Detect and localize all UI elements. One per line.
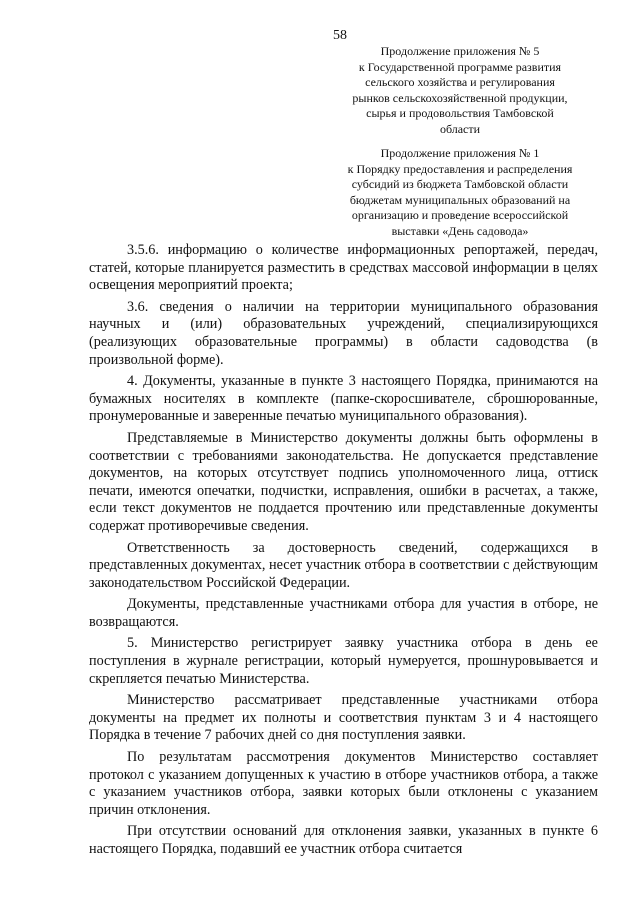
annex-line: области [439,121,481,136]
paragraph: 3.6. сведения о наличии на территории муниципального образования научных и (или) образовательных учреждений, специализирующихся (реализующих образовательные программы) в области садоводства (в произвольной форме). [89,298,598,368]
paragraph: 4. Документы, указанные в пункте 3 настоящего Порядка, принимаются на бумажных носителях в комплекте (папке-скоросшивателе, сброшюрованные, пронумерованные и заверенные печатью муниципального образования). [89,373,598,425]
page-number: 58 [333,28,347,43]
document-body [89,242,598,863]
annex-line: бюджетам муниципальных образований на [349,192,571,207]
paragraph: Документы, представленные участниками отбора для участия в отборе, не возвращаются. [89,596,598,630]
annex-line: выставки «День садовода» [391,223,529,238]
paragraph: По результатам рассмотрения документов Министерство составляет протокол с указанием допущенных к участию в отборе участников отбора, а также с указанием участников отбора, заявки которых были отклонены с указанием причин отклонения. [89,749,598,818]
paragraph: Ответственность за достоверность сведений, содержащихся в представленных документах, несет участник отбора в соответствии с действующим законодательством Российской Федерации. [89,539,598,591]
paragraph: 3.5.6. информацию о количестве информационных репортажей, передач, статей, которые планируется разместить в средствах массовой информации в целях освещения мероприятий проекта; [89,242,598,294]
annex-line: сельского хозяйства и регулирования [365,75,555,89]
annex-line: к Государственной программе развития [358,59,562,74]
paragraph: Представляемые в Министерство документы должны быть оформлены в соответствии с требованиями законодательства. Не допускается представление документов, на которых отсутствует подпись уполномоченного лица, оттиск печати, имеются опечатки, подчистки, исправления, ошибки в расчетах, а также, если текст документов не поддается прочтению или представленные документы содержат противоречивые сведения. [89,429,598,534]
annex-line: субсидий из бюджета Тамбовской области [351,177,569,191]
annex-line: Продолжение приложения № 1 [380,146,540,160]
annex-header-procedure [330,146,590,239]
annex-header-program [330,44,590,137]
annex-line: к Порядку предоставления и распределения [347,161,573,176]
annex-line: Продолжение приложения № 5 [380,44,540,58]
paragraph: Министерство рассматривает представленные участниками отбора документы на предмет их полноты и соответствия пунктам 3 и 4 настоящего Порядка в течение 7 рабочих дней со дня поступления заявки. [89,692,598,744]
paragraph: 5. Министерство регистрирует заявку участника отбора в день ее поступления в журнале регистрации, который нумеруется, прошнуровывается и скрепляется печатью Министерства. [89,635,598,687]
annex-line: организацию и проведение всероссийской [351,208,569,222]
paragraph: При отсутствии оснований для отклонения заявки, указанных в пункте 6 настоящего Порядка, подавший ее участник отбора считается [89,823,598,857]
annex-line: рынков сельскохозяйственной продукции, [352,90,568,105]
annex-line: сырья и продовольствия Тамбовской [366,106,554,120]
